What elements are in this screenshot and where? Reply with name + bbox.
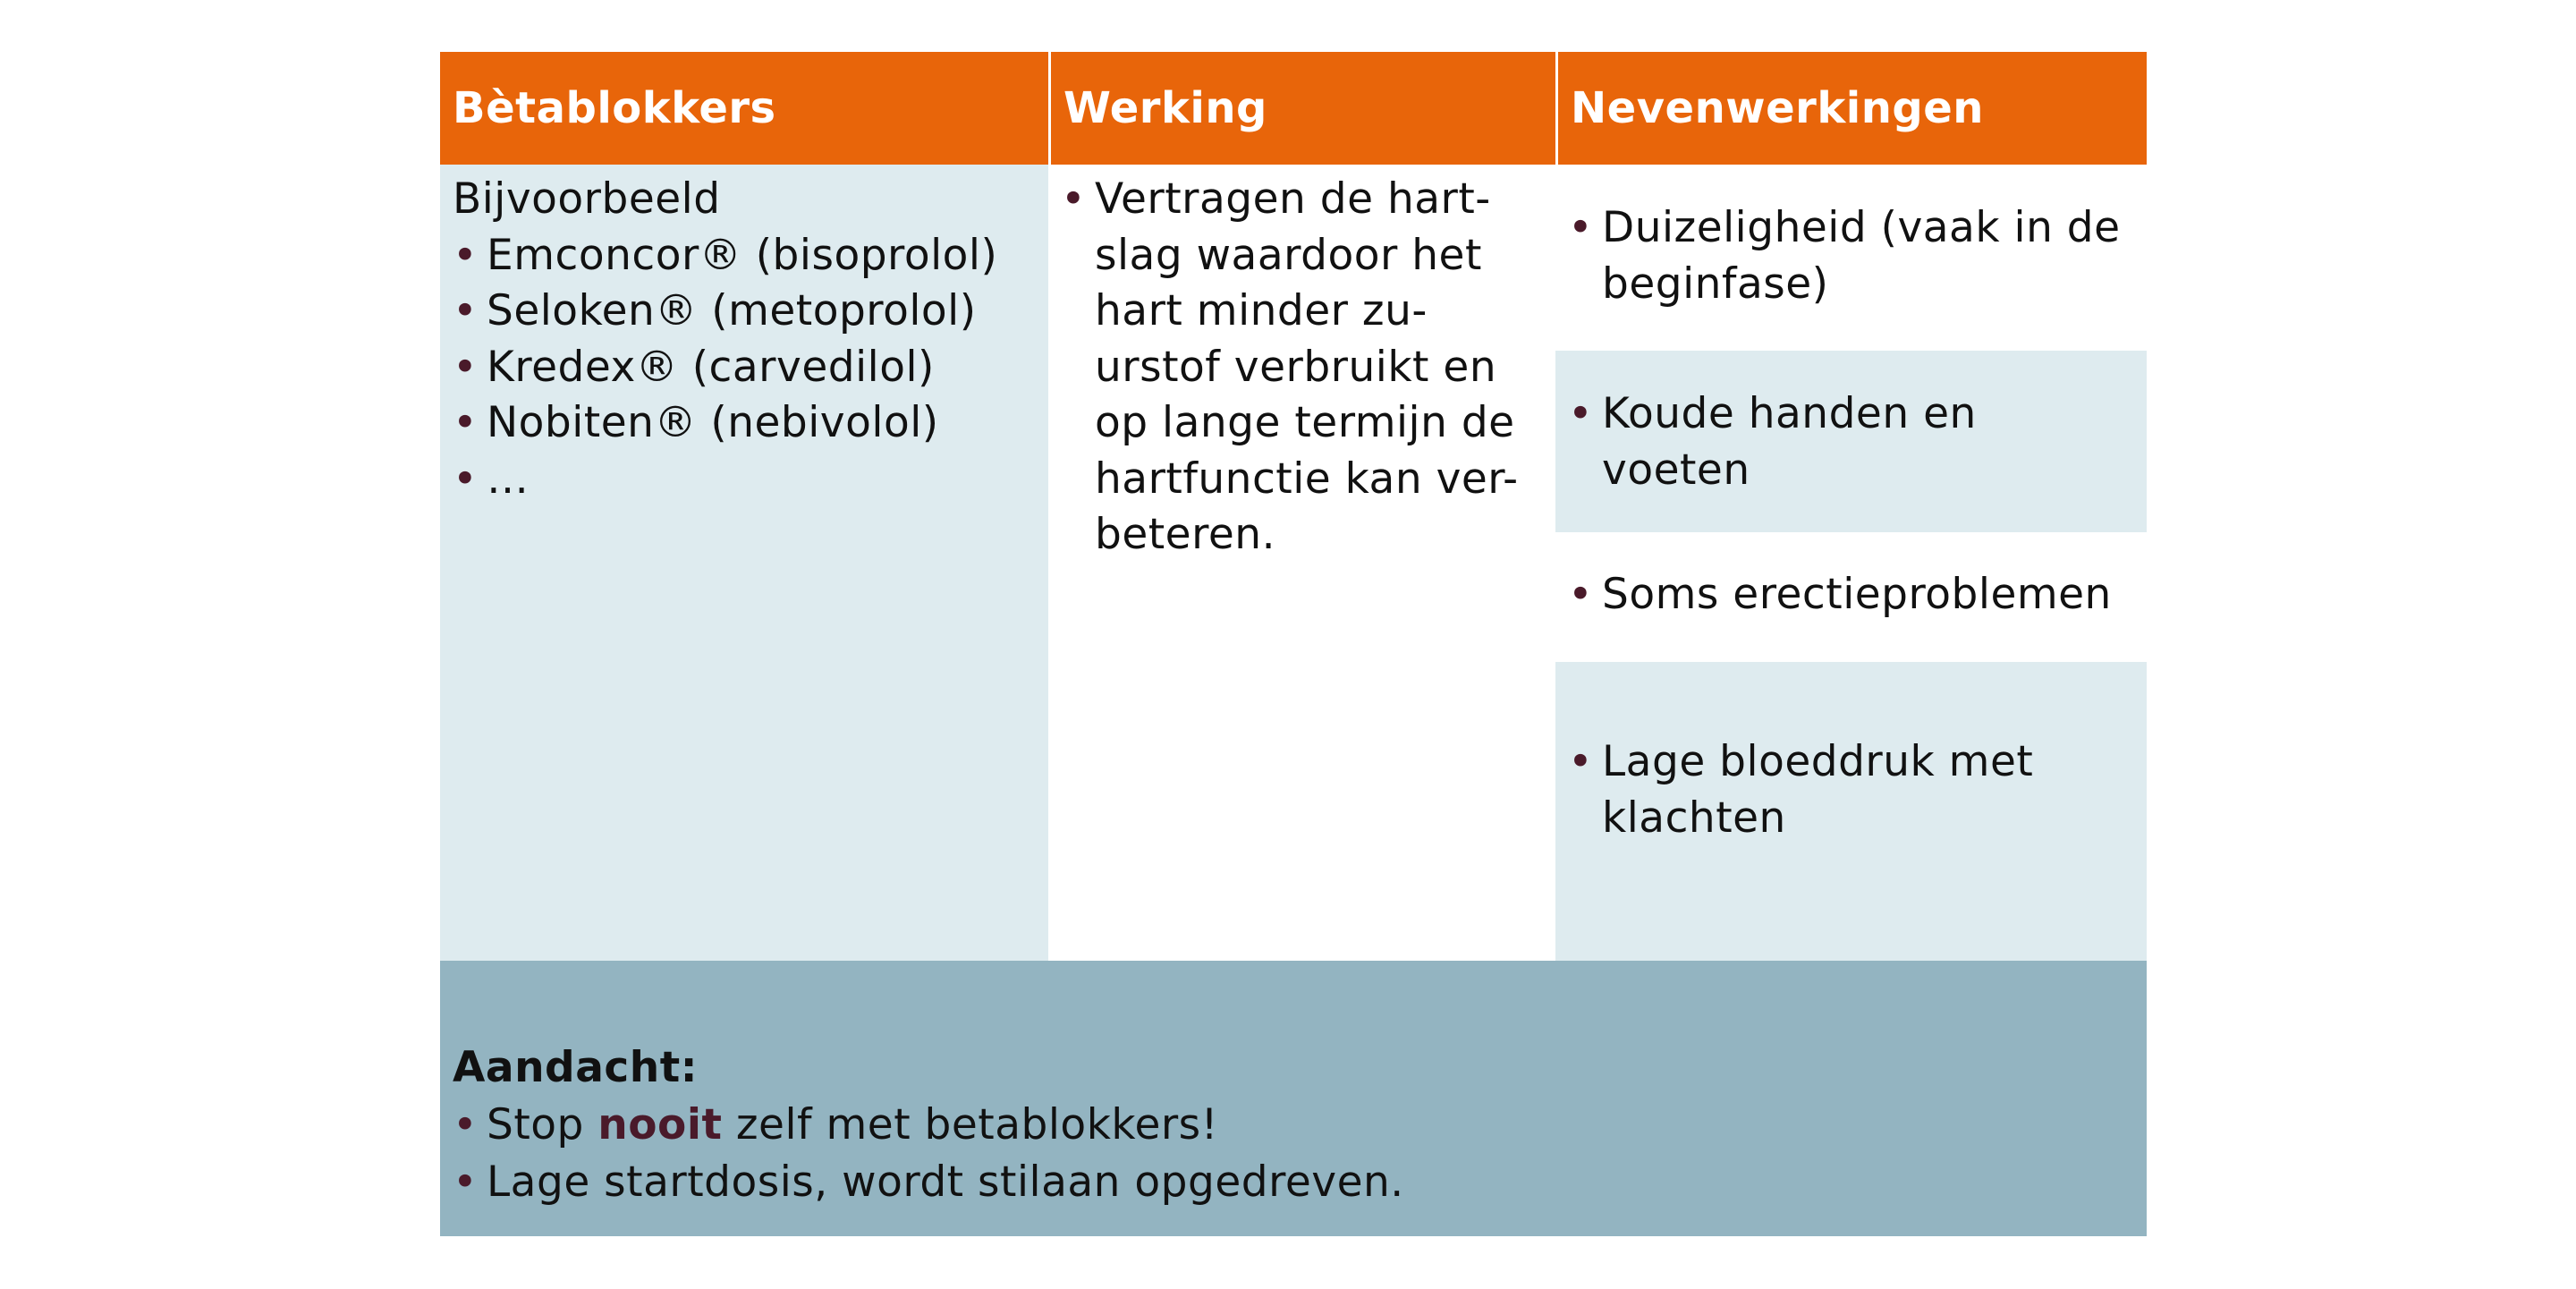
werking-cell xyxy=(1048,165,1555,961)
nevenwerkingen-cell xyxy=(1555,165,2147,961)
werking-line: urstof verbruikt en xyxy=(1095,342,1497,392)
side-effect-row xyxy=(1555,165,2147,351)
bullet-icon: • xyxy=(453,1158,479,1207)
bullet-icon: • xyxy=(453,342,479,392)
werking-line: hart minder zu- xyxy=(1095,286,1428,335)
side-effect-line: klachten xyxy=(1602,793,1786,843)
list-item-text: Seloken® (metoprolol) xyxy=(487,286,977,335)
side-effect-row xyxy=(1555,532,2147,662)
aandacht-item xyxy=(453,1154,2147,1211)
side-effect-item xyxy=(1568,567,2147,623)
side-effect-item xyxy=(1568,386,2147,498)
bullet-icon: • xyxy=(1568,737,1594,786)
werking-line: hartfunctie kan ver- xyxy=(1095,454,1519,504)
list-item xyxy=(453,340,1048,396)
side-effect-row xyxy=(1555,351,2147,532)
side-effect-item xyxy=(1568,200,2147,312)
aandacht-section xyxy=(440,961,2147,1236)
bullet-icon: • xyxy=(1061,174,1087,224)
bullet-icon: • xyxy=(453,398,479,447)
aandacht-item xyxy=(453,1097,2147,1154)
list-item xyxy=(453,395,1048,452)
side-effect-line: Koude handen en xyxy=(1602,389,1977,438)
werking-line: Vertragen de hart- xyxy=(1095,174,1491,224)
werking-item xyxy=(1048,172,1555,564)
list-item-text: … xyxy=(487,454,530,504)
list-item xyxy=(453,452,1048,508)
side-effect-row xyxy=(1555,662,2147,961)
bullet-icon: • xyxy=(1568,389,1594,438)
list-item-text: Emconcor® (bisoprolol) xyxy=(487,230,998,280)
werking-line: op lange termijn de xyxy=(1095,398,1515,447)
list-item xyxy=(453,284,1048,340)
side-effect-line: Lage bloeddruk met xyxy=(1602,737,2034,786)
aandacht-emphasis: nooit xyxy=(597,1100,723,1149)
list-item-text: Kredex® (carvedilol) xyxy=(487,342,935,392)
header-nevenwerkingen: Nevenwerkingen xyxy=(1555,52,2147,165)
betablokkers-cell xyxy=(440,165,1048,961)
medication-table xyxy=(440,52,2147,1236)
list-item xyxy=(453,228,1048,284)
side-effect-line: voeten xyxy=(1602,445,1750,495)
bullet-icon: • xyxy=(453,1100,479,1149)
werking-line: beteren. xyxy=(1095,510,1276,559)
aandacht-text-after: zelf met betablokkers! xyxy=(722,1100,1219,1149)
aandacht-text: Lage startdosis, wordt stilaan opgedreven. xyxy=(487,1158,1404,1207)
header-betablokkers: Bètablokkers xyxy=(453,83,776,133)
bullet-icon: • xyxy=(453,454,479,504)
side-effect-item xyxy=(1568,734,2147,846)
bullet-icon: • xyxy=(453,286,479,335)
werking-line: slag waardoor het xyxy=(1095,230,1482,280)
side-effect-line: beginfase) xyxy=(1602,259,1829,309)
betablokkers-intro: Bijvoorbeeld xyxy=(453,174,721,224)
aandacht-title: Aandacht: xyxy=(453,1043,698,1092)
header-werking: Werking xyxy=(1048,52,1555,165)
table-header xyxy=(440,52,2147,165)
aandacht-text-before: Stop xyxy=(487,1100,598,1149)
side-effect-line: Duizeligheid (vaak in de xyxy=(1602,203,2121,252)
side-effect-line: Soms erectieproblemen xyxy=(1602,570,2112,619)
bullet-icon: • xyxy=(1568,203,1594,252)
bullet-icon: • xyxy=(453,230,479,280)
list-item-text: Nobiten® (nebivolol) xyxy=(487,398,939,447)
bullet-icon: • xyxy=(1568,570,1594,619)
